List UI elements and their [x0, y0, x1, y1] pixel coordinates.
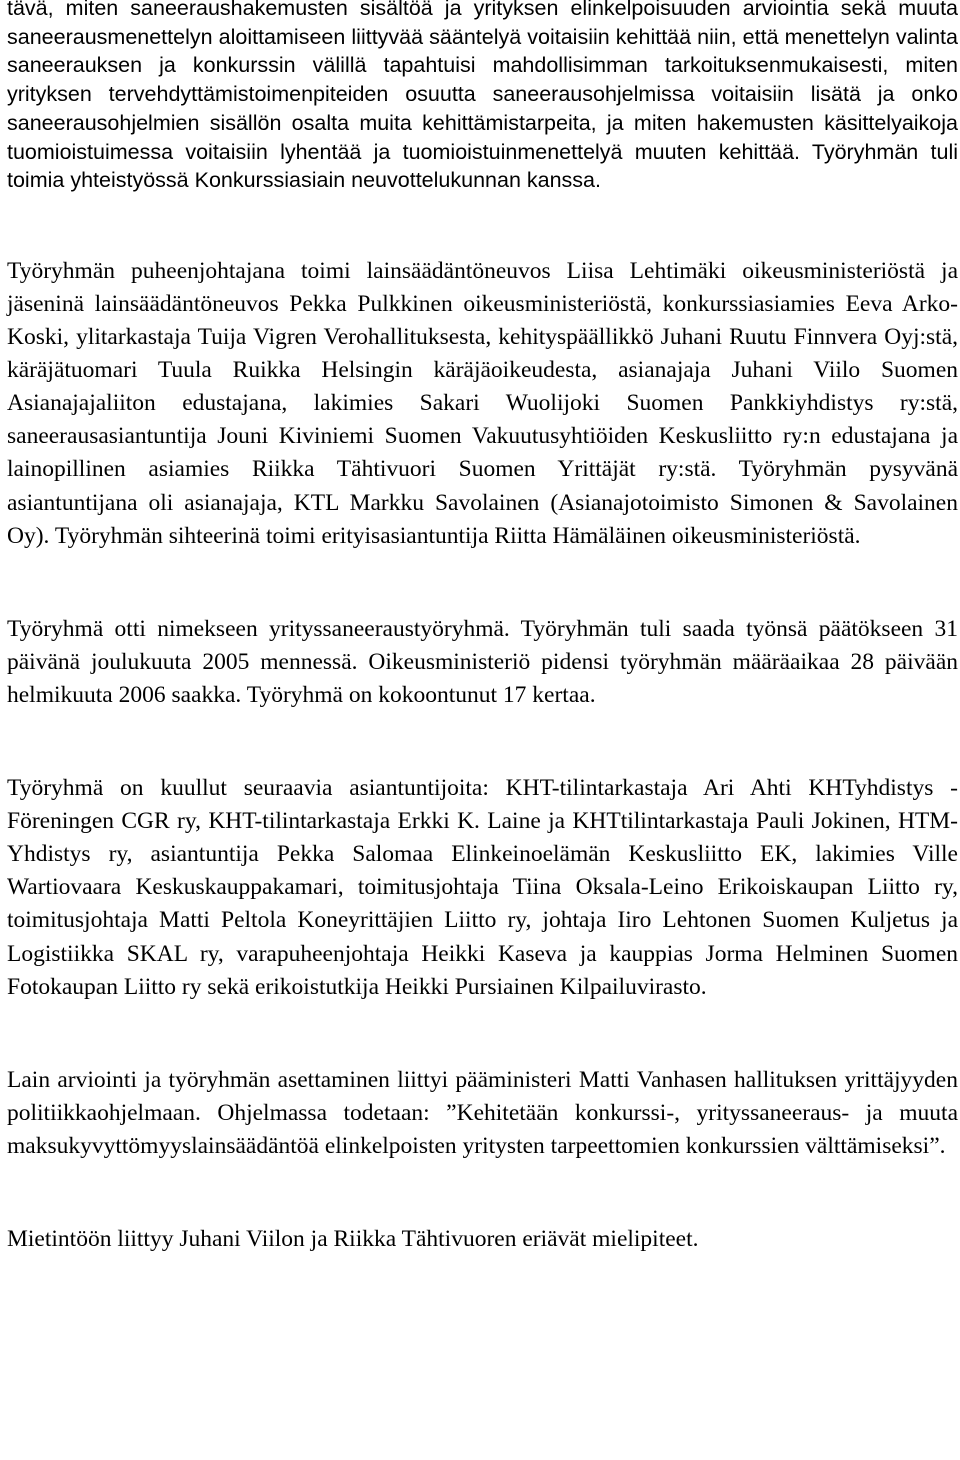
experts-heard-paragraph: Työryhmä on kuullut seuraavia asiantuntijoita: KHT-tilintarkastaja Ari Ahti KHTyhdistys - Föreningen CGR ry, KHT-tilintarkastaja Erkki K. Laine ja KHTtilintarkastaja Pauli Jokinen, HTM-Yhdistys ry, asiantuntija Pekka Salomaa Elinkeinoelämän Keskusliitto EK, lakimies Ville Wartiovaara Keskuskauppakamari, toimitusjohtaja Tiina Oksala-Leino Erikoiskaupan Liitto ry, toimitusjohtaja Matti Peltola Koneyrittäjien Liitto ry, johtaja Iiro Lehtonen Suomen Kuljetus ja Logistiikka SKAL ry, varapuheenjohtaja Heikki Kaseva ja kauppias Jorma Helminen Suomen Fotokaupan Liitto ry sekä erikoistutkija Heikki Pursiainen Kilpailuvirasto. — [7, 775, 958, 1000]
government-programme-paragraph: Lain arviointi ja työryhmän asettaminen liittyi pääministeri Matti Vanhasen hallituksen yrittäjyyden politiikkaohjelmaan. Ohjelmassa todetaan: ”Kehitetään konkurssi-, yrityssaneeraus- ja muuta maksukyvyttömyyslainsäädäntöä elinkelpoisten yritysten tarpeettomien konkurssien välttämiseksi”. — [7, 1066, 958, 1159]
dissenting-opinions-paragraph: Mietintöön liittyy Juhani Viilon ja Riikka Tähtivuoren eriävät mielipiteet. — [7, 1225, 699, 1252]
working-group-members-paragraph: Työryhmän puheenjohtajana toimi lainsäädäntöneuvos Liisa Lehtimäki oikeusministeriöstä ja jäseninä lainsäädäntöneuvos Pekka Pulkkinen oikeusministeriöstä, konkurssiasiamies Eeva Arko-Koski, ylitarkastaja Tuija Vigren Verohallituksesta, kehityspäällikkö Juhani Ruutu Finnvera Oyj:stä, käräjätuomari Tuula Ruikka Helsingin käräjäoikeudesta, asianajaja Juhani Viilo Suomen Asianajajaliiton edustajana, lakimies Sakari Wuolijoki Suomen Pankkiyhdistys ry:stä, saneerausasiantuntija Jouni Kiviniemi Suomen Vakuutusyhtiöiden Keskusliitto ry:n edustajana ja lainopillinen asiamies Riikka Tähtivuori Suomen Yrittäjät ry:stä. Työryhmän pysyvänä asiantuntijana oli asianajaja, KTL Markku Savolainen (Asianajotoimisto Simonen & Savolainen Oy). Työryhmän sihteerinä toimi erityisasiantuntija Riitta Hämäläinen oikeusministeriöstä. — [7, 257, 958, 549]
document-page — [7, 0, 958, 1256]
intro-continuation-paragraph: tävä, miten saneeraushakemusten sisältöä ja yrityksen elinkelpoisuuden arviointia sekä muuta saneerausmenettelyn aloittamiseen liittyvää sääntelyä voitaisiin kehittää niin, että menettelyn valinta saneerauksen ja konkurssin välillä tapahtuisi mahdollisimman tarkoituksenmukaisesti, miten yrityksen tervehdyttämistoimenpiteiden osuutta saneerausohjelmissa voitaisiin lisätä ja onko saneerausohjelmien sisällön osalta muita kehittämistarpeita, ja miten hakemusten käsittelyaikoja tuomioistuimessa voitaisiin lyhentää ja tuomioistuinmenettelyä muuten kehittää. Työryhmän tuli toimia yhteistyössä Konkurssiasiain neuvottelukunnan kanssa. — [7, 0, 958, 193]
working-group-name-paragraph: Työryhmä otti nimekseen yrityssaneeraustyöryhmä. Työryhmän tuli saada työnsä päätökseen 31 päivänä joulukuuta 2005 mennessä. Oikeusministeriö pidensi työryhmän määräaikaa 28 päivään helmikuuta 2006 saakka. Työryhmä on kokoontunut 17 kertaa. — [7, 615, 958, 708]
